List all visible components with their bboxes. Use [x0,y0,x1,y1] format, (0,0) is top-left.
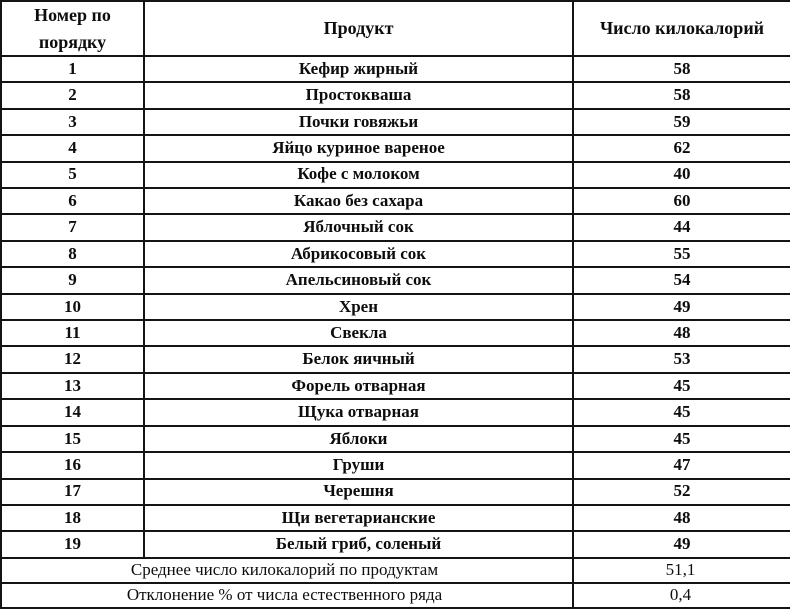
kcal-value-cell: 45 [573,399,790,425]
product-name-cell: Белый гриб, соленый [144,531,573,558]
summary-row-deviation [1,583,790,608]
kcal-value-cell: 58 [573,82,790,108]
product-name-cell: Кефир жирный [144,56,573,82]
row-number-cell: 4 [1,135,144,161]
table-footer [1,558,790,608]
row-number-cell: 7 [1,214,144,240]
kcal-value-cell: 59 [573,109,790,135]
table-header [1,1,790,56]
table-row [1,505,790,531]
row-number-cell: 19 [1,531,144,558]
table-row [1,56,790,82]
table-row [1,320,790,346]
table-row [1,479,790,505]
kcal-value-cell: 44 [573,214,790,240]
kcal-value-cell: 52 [573,479,790,505]
row-number-cell: 14 [1,399,144,425]
kcal-value-cell: 53 [573,346,790,372]
table-row [1,241,790,267]
table-row [1,531,790,558]
table-row [1,399,790,425]
row-number-cell: 17 [1,479,144,505]
column-header-number: Номер по порядку [1,1,144,56]
product-name-cell: Абрикосовый сок [144,241,573,267]
row-number-cell: 11 [1,320,144,346]
product-name-cell: Щи вегетарианские [144,505,573,531]
product-name-cell: Черешня [144,479,573,505]
table-row [1,373,790,399]
kcal-value-cell: 49 [573,531,790,558]
table-row [1,346,790,372]
table-body [1,56,790,558]
product-name-cell: Яйцо куриное вареное [144,135,573,161]
summary-row-average [1,558,790,583]
row-number-cell: 16 [1,452,144,478]
product-name-cell: Яблоки [144,426,573,452]
row-number-cell: 1 [1,56,144,82]
header-row [1,1,790,56]
product-name-cell: Простокваша [144,82,573,108]
row-number-cell: 18 [1,505,144,531]
kcal-value-cell: 48 [573,505,790,531]
product-name-cell: Форель отварная [144,373,573,399]
product-name-cell: Почки говяжьи [144,109,573,135]
average-kcal-value: 51,1 [573,558,790,583]
deviation-value: 0,4 [573,583,790,608]
kcal-value-cell: 55 [573,241,790,267]
table-row [1,82,790,108]
row-number-cell: 10 [1,294,144,320]
table-row [1,267,790,293]
kcal-value-cell: 48 [573,320,790,346]
row-number-cell: 9 [1,267,144,293]
table-row [1,162,790,188]
table-row [1,452,790,478]
product-name-cell: Какао без сахара [144,188,573,214]
product-name-cell: Яблочный сок [144,214,573,240]
row-number-cell: 15 [1,426,144,452]
product-name-cell: Хрен [144,294,573,320]
row-number-cell: 2 [1,82,144,108]
row-number-cell: 3 [1,109,144,135]
kcal-value-cell: 58 [573,56,790,82]
product-name-cell: Груши [144,452,573,478]
row-number-cell: 6 [1,188,144,214]
row-number-cell: 8 [1,241,144,267]
column-header-kcal: Число килокалорий [573,1,790,56]
deviation-label: Отклонение % от числа естественного ряда [1,583,573,608]
table-row [1,214,790,240]
column-header-product: Продукт [144,1,573,56]
kcal-value-cell: 40 [573,162,790,188]
product-name-cell: Свекла [144,320,573,346]
average-kcal-label: Среднее число килокалорий по продуктам [1,558,573,583]
kcal-value-cell: 47 [573,452,790,478]
table-row [1,294,790,320]
kcal-value-cell: 45 [573,426,790,452]
product-name-cell: Щука отварная [144,399,573,425]
product-name-cell: Апельсиновый сок [144,267,573,293]
product-name-cell: Белок яичный [144,346,573,372]
kcal-value-cell: 60 [573,188,790,214]
kcal-value-cell: 54 [573,267,790,293]
row-number-cell: 13 [1,373,144,399]
row-number-cell: 12 [1,346,144,372]
kcal-value-cell: 62 [573,135,790,161]
product-name-cell: Кофе с молоком [144,162,573,188]
table-row [1,109,790,135]
kcal-value-cell: 49 [573,294,790,320]
kcal-value-cell: 45 [573,373,790,399]
table-row [1,135,790,161]
table-row [1,426,790,452]
row-number-cell: 5 [1,162,144,188]
table-row [1,188,790,214]
